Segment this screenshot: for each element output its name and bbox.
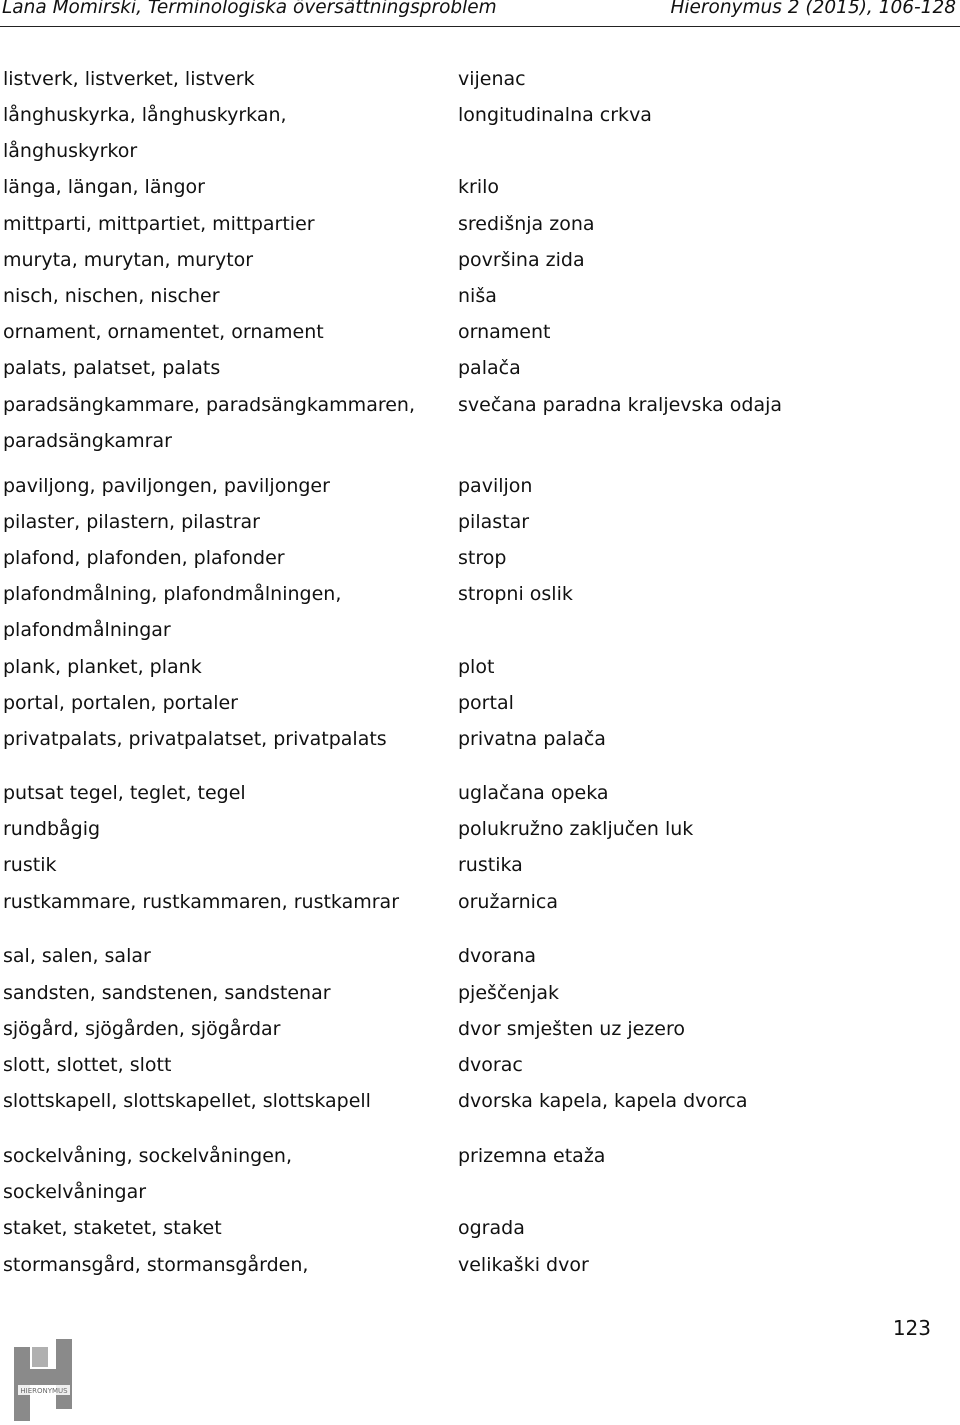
croatian-term: paviljon	[458, 475, 533, 497]
glossary-row	[0, 884, 960, 920]
croatian-term: stropni oslik	[458, 583, 573, 605]
glossary-row	[0, 97, 960, 133]
glossary-row	[0, 350, 960, 386]
header-journal-ref: Hieronymus 2 (2015), 106-128	[670, 0, 956, 18]
page-number: 123	[892, 1316, 931, 1340]
glossary-row	[0, 540, 960, 576]
svg-text:HIERONYMUS: HIERONYMUS	[20, 1387, 68, 1395]
glossary-row	[0, 649, 960, 685]
swedish-term: rundbågig	[3, 818, 101, 840]
swedish-term: sandsten, sandstenen, sandstenar	[3, 982, 331, 1004]
hieronymus-logo	[14, 1339, 74, 1425]
swedish-term: listverk, listverket, listverk	[3, 68, 255, 90]
swedish-term: sockelvåningar	[3, 1181, 147, 1203]
swedish-term: plafondmålningar	[3, 619, 171, 641]
glossary-row	[0, 975, 960, 1011]
croatian-term: polukružno zaključen luk	[458, 818, 694, 840]
glossary-row	[0, 685, 960, 721]
swedish-term: paradsängkammare, paradsängkammaren,	[3, 394, 415, 416]
glossary-row	[0, 775, 960, 811]
swedish-term: paradsängkamrar	[3, 430, 172, 452]
swedish-term: ornament, ornamentet, ornament	[3, 321, 324, 343]
glossary-row	[0, 576, 960, 612]
glossary-row	[0, 1138, 960, 1174]
glossary-row	[0, 1247, 960, 1283]
glossary-row	[0, 242, 960, 278]
glossary-row	[0, 206, 960, 242]
swedish-term: slott, slottet, slott	[3, 1054, 172, 1076]
swedish-term: portal, portalen, portaler	[3, 692, 238, 714]
swedish-term: palats, palatset, palats	[3, 357, 221, 379]
croatian-term: dvor smješten uz jezero	[458, 1018, 685, 1040]
glossary-row	[0, 1174, 960, 1210]
croatian-term: uglačana opeka	[458, 782, 609, 804]
swedish-term: långhuskyrka, långhuskyrkan,	[3, 104, 287, 126]
swedish-term: putsat tegel, teglet, tegel	[3, 782, 246, 804]
swedish-term: långhuskyrkor	[3, 140, 138, 162]
swedish-term: nisch, nischen, nischer	[3, 285, 220, 307]
croatian-term: plot	[458, 656, 495, 678]
glossary-row	[0, 278, 960, 314]
glossary-row	[0, 169, 960, 205]
swedish-term: paviljong, paviljongen, paviljonger	[3, 475, 330, 497]
glossary-row	[0, 811, 960, 847]
glossary-row	[0, 314, 960, 350]
croatian-term: površina zida	[458, 249, 585, 271]
glossary-row	[0, 468, 960, 504]
swedish-term: plank, planket, plank	[3, 656, 202, 678]
swedish-term: sockelvåning, sockelvåningen,	[3, 1145, 292, 1167]
croatian-term: pješčenjak	[458, 982, 560, 1004]
swedish-term: länga, längan, längor	[3, 176, 205, 198]
croatian-term: dvorana	[458, 945, 537, 967]
croatian-term: pilastar	[458, 511, 530, 533]
swedish-term: sjögård, sjögården, sjögårdar	[3, 1018, 281, 1040]
croatian-term: strop	[458, 547, 507, 569]
glossary-row	[0, 1210, 960, 1246]
running-header	[0, 0, 960, 26]
croatian-term: longitudinalna crkva	[458, 104, 652, 126]
glossary-row	[0, 61, 960, 97]
swedish-term: rustkammare, rustkammaren, rustkamrar	[3, 891, 400, 913]
glossary-row	[0, 387, 960, 423]
croatian-term: velikaški dvor	[458, 1254, 589, 1276]
glossary-row	[0, 612, 960, 648]
croatian-term: privatna palača	[458, 728, 606, 750]
croatian-term: ograda	[458, 1217, 525, 1239]
glossary-row	[0, 721, 960, 757]
glossary-row	[0, 938, 960, 974]
glossary-row	[0, 133, 960, 169]
glossary-row	[0, 1011, 960, 1047]
swedish-term: stormansgård, stormansgården,	[3, 1254, 309, 1276]
glossary-row	[0, 504, 960, 540]
croatian-term: oružarnica	[458, 891, 558, 913]
swedish-term: muryta, murytan, murytor	[3, 249, 254, 271]
croatian-term: rustika	[458, 854, 523, 876]
swedish-term: plafondmålning, plafondmålningen,	[3, 583, 342, 605]
croatian-term: središnja zona	[458, 213, 595, 235]
glossary-row	[0, 423, 960, 459]
header-author-title: Lana Momirski, Terminologiska översättningsproblem	[2, 0, 497, 18]
croatian-term: ornament	[458, 321, 551, 343]
glossary-row	[0, 847, 960, 883]
swedish-term: plafond, plafonden, plafonder	[3, 547, 285, 569]
swedish-term: privatpalats, privatpalatset, privatpalats	[3, 728, 387, 750]
croatian-term: prizemna etaža	[458, 1145, 606, 1167]
glossary-row	[0, 1083, 960, 1119]
swedish-term: slottskapell, slottskapellet, slottskapell	[3, 1090, 371, 1112]
swedish-term: sal, salen, salar	[3, 945, 151, 967]
swedish-term: pilaster, pilastern, pilastrar	[3, 511, 260, 533]
croatian-term: dvorac	[458, 1054, 523, 1076]
swedish-term: mittparti, mittpartiet, mittpartier	[3, 213, 315, 235]
croatian-term: portal	[458, 692, 514, 714]
croatian-term: palača	[458, 357, 521, 379]
croatian-term: dvorska kapela, kapela dvorca	[458, 1090, 748, 1112]
croatian-term: svečana paradna kraljevska odaja	[458, 394, 783, 416]
swedish-term: rustik	[3, 854, 57, 876]
croatian-term: niša	[458, 285, 497, 307]
croatian-term: krilo	[458, 176, 499, 198]
glossary-row	[0, 1047, 960, 1083]
swedish-term: staket, staketet, staket	[3, 1217, 222, 1239]
header-rule	[0, 26, 960, 27]
croatian-term: vijenac	[458, 68, 526, 90]
